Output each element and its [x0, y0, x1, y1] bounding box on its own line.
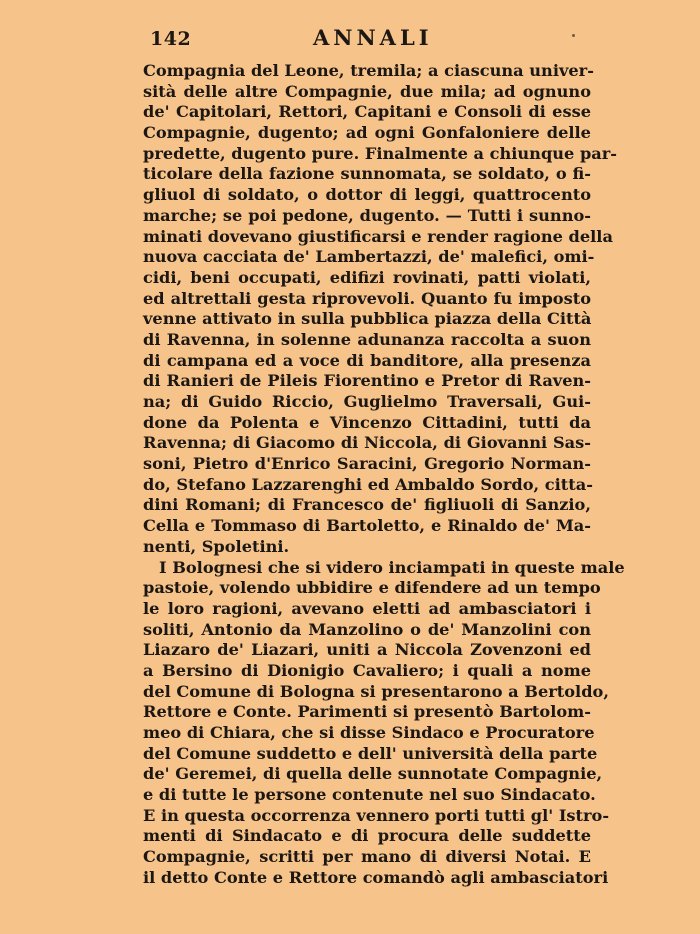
text-line: do, Stefano Lazzarenghi ed Ambaldo Sordo, citta- — [143, 474, 593, 494]
paragraph — [143, 557, 625, 889]
text-line: venne attivato in sulla pubblica piazza della Città — [143, 309, 592, 329]
paper-speck — [572, 34, 575, 37]
text-line: Liazaro de' Liazari, uniti a Niccola Zovenzoni ed — [143, 640, 591, 660]
text-line: pastoie, volendo ubbidire e difendere ad un tempo — [143, 578, 601, 598]
text-line: done da Polenta e Vincenzo Cittadini, tutti da — [143, 412, 591, 432]
text-line: ed altrettali gesta riprovevoli. Quanto fu imposto — [143, 288, 591, 308]
text-line: predette, dugento pure. Finalmente a chiunque par- — [143, 143, 618, 163]
text-line: a Bersino di Dionigio Cavaliero; i quali a nome — [143, 660, 591, 680]
page-header — [150, 24, 590, 50]
text-line: gliuol di soldato, o dottor di leggi, quattrocento — [143, 185, 591, 205]
text-line: Compagnie, scritti per mano di diversi Notai. E — [143, 847, 591, 867]
text-line: sità delle altre Compagnie, due mila; ad ognuno — [143, 81, 591, 101]
running-title: ANNALI — [313, 25, 433, 50]
text-line: Cella e Tommaso di Bartoletto, e Rinaldo de' Ma- — [143, 516, 591, 536]
text-line: E in questa occorrenza vennero porti tutti gl' Istro- — [143, 805, 610, 825]
text-line: di Ravenna, in solenne adunanza raccolta a suon — [143, 329, 591, 349]
text-line: Compagnia del Leone, tremila; a ciascuna univer- — [143, 61, 594, 80]
text-line: il detto Conte e Rettore comandò agli ambasciatori — [143, 867, 609, 887]
text-line: nenti, Spoletini. — [143, 536, 290, 556]
text-line: cidi, beni occupati, edifizi rovinati, patti violati, — [143, 267, 591, 287]
text-line: le loro ragioni, avevano eletti ad ambasciatori i — [143, 598, 591, 618]
text-line: meo di Chiara, che si disse Sindaco e Procuratore — [143, 723, 595, 742]
text-line: e di tutte le persone contenute nel suo Sindacato. — [143, 785, 596, 805]
text-line: soliti, Antonio da Manzolino o de' Manzolini con — [143, 619, 591, 639]
text-line: Rettore e Conte. Parimenti si presentò Bartolom- — [143, 702, 591, 722]
text-line: de' Geremei, di quella delle sunnotate Compagnie, — [143, 764, 603, 784]
text-line: I Bolognesi che si videro inciampati in queste male — [159, 557, 625, 577]
text-line: marche; se poi pedone, dugento. — Tutti i sunno- — [143, 205, 591, 225]
text-line: di Ranieri de Pileis Fiorentino e Pretor di Raven- — [143, 371, 591, 391]
text-line: de' Capitolari, Rettori, Capitani e Consoli di esse — [143, 102, 591, 122]
text-line: dini Romani; di Francesco de' figliuoli di Sanzio, — [143, 495, 591, 515]
text-line: ticolare della fazione sunnomata, se soldato, o fi- — [143, 164, 591, 184]
text-line: di campana ed a voce di banditore, alla presenza — [143, 350, 591, 370]
text-line: nuova cacciata de' Lambertazzi, de' malefici, omi- — [143, 247, 595, 267]
text-line: Compagnie, dugento; ad ogni Gonfaloniere delle — [143, 123, 591, 143]
text-line: menti di Sindacato e di procura delle suddette — [143, 826, 591, 846]
page-number: 142 — [150, 28, 192, 50]
text-line: del Comune suddetto e dell' università della parte — [143, 743, 598, 763]
text-line: Ravenna; di Giacomo di Niccola, di Giovanni Sas- — [143, 433, 591, 453]
text-line: del Comune di Bologna si presentarono a Bertoldo, — [143, 681, 609, 701]
body-text — [143, 61, 625, 889]
paragraph — [143, 61, 618, 558]
text-line: na; di Guido Riccio, Guglielmo Traversali, Gui- — [143, 392, 591, 411]
text-line: soni, Pietro d'Enrico Saracini, Gregorio Norman- — [143, 454, 591, 474]
text-line: minati dovevano giustificarsi e render ragione della — [143, 226, 613, 246]
